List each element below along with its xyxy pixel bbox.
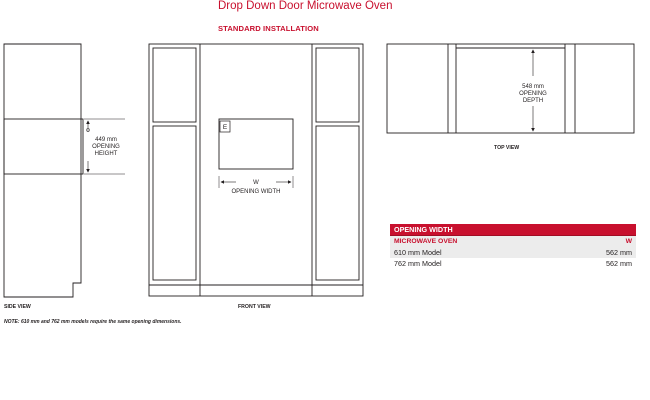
row-width: 562 mm: [606, 248, 632, 257]
side-cabinet-outline: [4, 44, 81, 297]
column-header-width: W: [625, 238, 632, 245]
side-dimension-label-2: HEIGHT: [94, 151, 118, 157]
side-opening: [4, 119, 83, 174]
row-model: 610 mm Model: [394, 248, 442, 257]
side-dimension-value: 449 mm: [95, 137, 117, 143]
right-lower-panel: [316, 126, 359, 280]
top-dimension-label-1: OPENING: [519, 91, 547, 97]
front-dimension-value: W: [253, 180, 259, 186]
column-header-model: MICROWAVE OVEN: [394, 238, 458, 245]
top-view: [387, 44, 634, 133]
top-dimension-label-2: DEPTH: [522, 98, 544, 104]
opening-width-table: [390, 224, 636, 269]
footnote: NOTE: 610 mm and 762 mm models require the same opening dimensions.: [4, 319, 182, 325]
top-view-caption: TOP VIEW: [494, 145, 520, 151]
side-view: [4, 44, 125, 297]
side-view-caption: SIDE VIEW: [4, 304, 31, 310]
left-upper-panel: [153, 48, 196, 122]
table-body: [390, 247, 636, 269]
row-width: 562 mm: [606, 259, 632, 268]
right-upper-panel: [316, 48, 359, 122]
front-view: [149, 44, 363, 296]
page-subtitle: STANDARD INSTALLATION: [218, 24, 319, 33]
front-view-caption: FRONT VIEW: [238, 304, 271, 310]
table-header-row: [390, 236, 636, 247]
side-dimension-label-1: OPENING: [92, 144, 120, 150]
table-row: [390, 258, 636, 269]
table-row: [390, 247, 636, 258]
front-cabinet-outline: [149, 44, 363, 296]
page-title: Drop Down Door Microwave Oven: [218, 0, 393, 12]
top-dimension-value: 548 mm: [522, 84, 544, 90]
top-cabinet-outline: [387, 44, 634, 133]
front-dimension-label: OPENING WIDTH: [231, 189, 281, 195]
row-model: 762 mm Model: [394, 259, 442, 268]
table-title: OPENING WIDTH: [390, 224, 636, 236]
left-lower-panel: [153, 126, 196, 280]
front-badge-label: E: [222, 124, 228, 131]
